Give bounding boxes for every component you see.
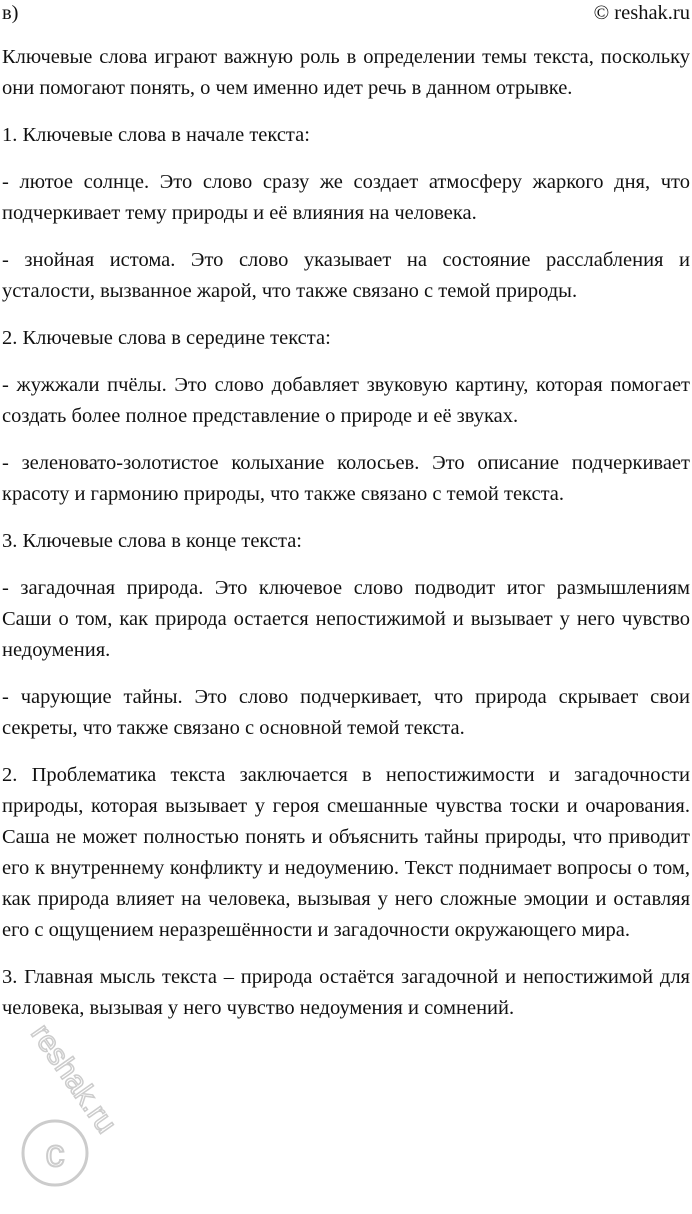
copyright-notice: © reshak.ru [593, 2, 690, 24]
svg-text:c: c [45, 1133, 65, 1175]
list-item: - жужжали пчёлы. Это слово добавляет звуковую картину, которая помогает создать более полное представление о природе и её звуках. [2, 374, 690, 427]
main-idea-paragraph: 3. Главная мысль текста – природа остаётся загадочной и непостижимой для человека, вызывая у него чувство недоумения и сомнений. [2, 966, 690, 1019]
page-header [0, 0, 692, 29]
problem-paragraph: 2. Проблематика текста заключается в непостижимости и загадочности природы, которая вызывает у героя смешанные чувства тоски и очарования. Саша не может полностью понять и объяснить тайны природы, что приводит его к внутреннему конфликту и недоумению. Текст поднимает вопросы о том, как природа влияет на человека, вызывая у него сложные эмоции и оставляя его с ощущением неразрешённости и загадочности окружающего мира. [2, 764, 690, 941]
section-label: в) [2, 2, 19, 24]
svg-text:reshak.ru: reshak.ru [24, 1018, 124, 1140]
section-heading: 3. Ключевые слова в конце текста: [2, 530, 302, 552]
intro-paragraph: Ключевые слова играют важную роль в определении темы текста, поскольку они помогают понять, о чем именно идет речь в данном отрывке. [2, 46, 690, 99]
section-heading: 2. Ключевые слова в середине текста: [2, 327, 331, 349]
list-item: - загадочная природа. Это ключевое слово подводит итог размышлениям Саши о том, как природа остается непостижимой и вызывает у него чувство недоумения. [2, 577, 690, 661]
list-item: - чарующие тайны. Это слово подчеркивает, что природа скрывает свои секреты, что также связано с основной темой текста. [2, 686, 690, 739]
watermark-logo [10, 1003, 160, 1203]
list-item: - знойная истома. Это слово указывает на состояние расслабления и усталости, вызванное жарой, что также связано с темой природы. [2, 249, 690, 302]
section-heading: 1. Ключевые слова в начале текста: [2, 124, 310, 146]
list-item: - лютое солнце. Это слово сразу же создает атмосферу жаркого дня, что подчеркивает тему природы и её влияния на человека. [2, 171, 690, 224]
list-item: - зеленовато-золотистое колыхание колосьев. Это описание подчеркивает красоту и гармонию природы, что также связано с темой текста. [2, 452, 690, 505]
document-body [0, 42, 692, 1024]
